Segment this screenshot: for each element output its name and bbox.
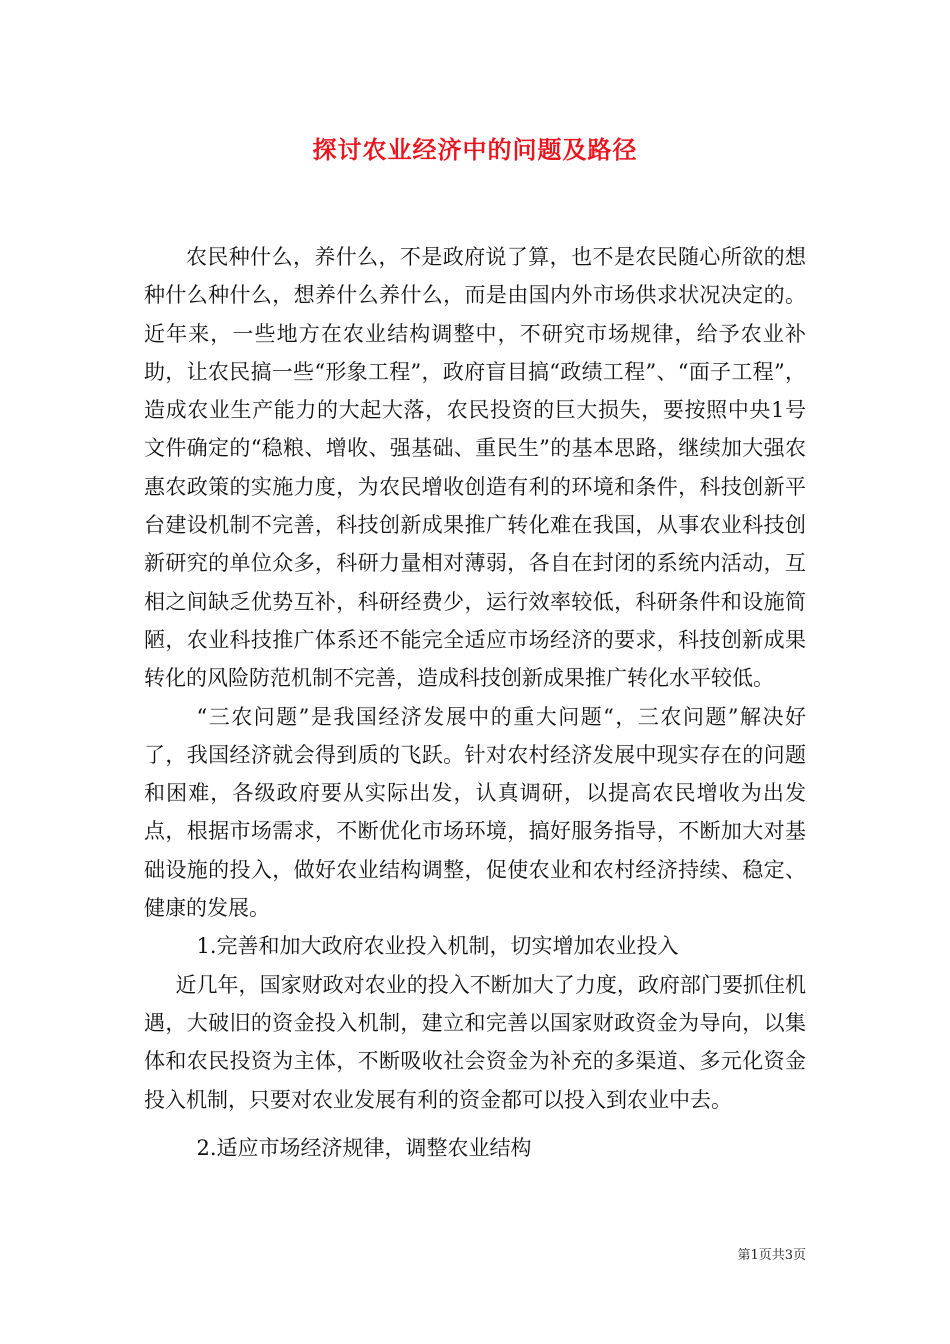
section-heading-1: 1.完善和加大政府农业投入机制，切实增加农业投入 bbox=[196, 934, 679, 959]
paragraph-intro: 农民种什么，养什么，不是政府说了算，也不是农民随心所欲的想种什么种什么，想养什么养什么，而是由国内外市场供求状况决定的。近年来，一些地方在农业结构调整中，不研究市场规律，给予农业补助，让农民搞一些“形象工程”，政府盲目搞“政绩工程”、“面子工程”，造成农业生产能力的大起大落，农民投资的巨大损失，要按照中央1号文件确定的“稳粮、增收、强基础、重民生”的基本思路，继续加大强农惠农政策的实施力度，为农民增收创造有利的环境和条件，科技创新平台建设机制不完善，科技创新成果推广转化难在我国，从事农业科技创新研究的单位众多，科研力量相对薄弱，各自在封闭的系统内活动，互相之间缺乏优势互补，科研经费少，运行效率较低，科研条件和设施简陋，农业科技推广体系还不能完全适应市场经济的要求，科技创新成果转化的风险防范机制不完善，造成科技创新成果推广转化水平较低。 bbox=[144, 245, 806, 691]
paragraph-investment: 近几年，国家财政对农业的投入不断加大了力度，政府部门要抓住机遇，大破旧的资金投入机制，建立和完善以国家财政资金为导向，以集体和农民投资为主体，不断吸收社会资金为补充的多渠道、多元化资金投入机制，只要对农业发展有利的资金都可以投入到农业中去。 bbox=[144, 972, 806, 1112]
document-title: 探讨农业经济中的问题及路径 bbox=[312, 135, 638, 164]
page-number: 第1页共3页 bbox=[737, 1248, 806, 1263]
section-heading-2: 2.适应市场经济规律，调整农业结构 bbox=[196, 1135, 532, 1160]
paragraph-three-rural: “三农问题”是我国经济发展中的重大问题“，三农问题”解决好了，我国经济就会得到质的飞跃。针对农村经济发展中现实存在的问题和困难，各级政府要从实际出发，认真调研，以提高农民增收为出发点，根据市场需求，不断优化市场环境，搞好服务指导，不断加大对基础设施的投入，做好农业结构调整，促使农业和农村经济持续、稳定、健康的发展。 bbox=[144, 704, 806, 921]
document-body bbox=[144, 238, 806, 1167]
